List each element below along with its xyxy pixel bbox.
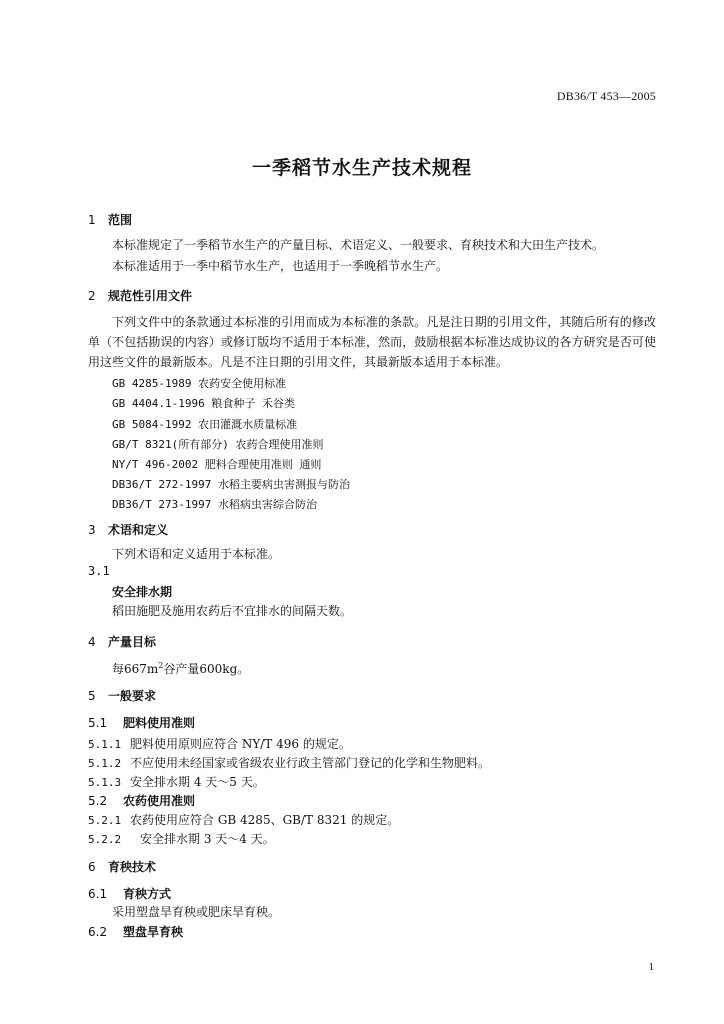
section-1-heading bbox=[88, 211, 658, 228]
clause-5-1-3: 5.1.3 安全排水期 4 天～5 天。 bbox=[88, 775, 265, 789]
reference-item: GB/T 8321(所有部分) 农药合理使用准则 bbox=[112, 438, 324, 451]
section-number: 6 bbox=[88, 860, 96, 874]
section-title: 产量目标 bbox=[108, 635, 157, 649]
section-6-heading bbox=[88, 858, 658, 875]
subsection-5-1: 5.1 肥料使用准则 bbox=[88, 716, 196, 730]
reference-item: DB36/T 272-1997 水稻主要病虫害测报与防治 bbox=[112, 478, 350, 491]
subsection-6-2: 6.2 塑盘旱育秧 bbox=[88, 925, 184, 939]
section-number: 4 bbox=[88, 635, 96, 649]
section-3-heading bbox=[88, 521, 658, 538]
subsection-6-1: 6.1 育秧方式 bbox=[88, 887, 172, 901]
reference-item: NY/T 496-2002 肥料合理使用准则 通则 bbox=[112, 458, 322, 471]
subsection-5-2: 5.2 农药使用准则 bbox=[88, 794, 196, 808]
reference-item: GB 4285-1989 农药安全使用标准 bbox=[112, 377, 287, 390]
yield-target: 每$667m^2$谷产量600kg。 bbox=[112, 661, 250, 676]
page-number: 1 bbox=[648, 961, 654, 973]
clause-5-1-1: 5.1.1 肥料使用原则应符合 NY/T 496 的规定。 bbox=[88, 737, 351, 751]
subsection-6-1-text: 采用塑盘旱育秧或肥床旱育秧。 bbox=[112, 905, 281, 919]
section-title: 术语和定义 bbox=[108, 523, 169, 537]
reference-item: GB 4404.1-1996 粮食种子 禾谷类 bbox=[112, 397, 295, 410]
reference-item: DB36/T 273-1997 水稻病虫害综合防治 bbox=[112, 498, 317, 511]
section-title: 育秧技术 bbox=[108, 860, 157, 874]
section-number: 5 bbox=[88, 689, 96, 703]
section-2-heading bbox=[88, 287, 658, 304]
clause-5-2-1: 5.2.1 农药使用应符合 GB 4285、GB/T 8321 的规定。 bbox=[88, 813, 400, 827]
term-number: 3.1 bbox=[88, 564, 110, 578]
section-2-intro: 下列文件中的条款通过本标准的引用而成为本标准的条款。凡是注日期的引用文件，其随后所有的修改单（不包括勘误的内容）或修订版均不适用于本标准，然而，鼓励根据本标准达成协议的各方研究是否可使用这些文件的最新版本。凡是不注日期的引用文件，其最新版本适用于本标准。 bbox=[88, 315, 656, 369]
section-1-para-1: 本标准规定了一季稻节水生产的产量目标、术语定义、一般要求、育秧技术和大田生产技术。 bbox=[112, 238, 605, 252]
term-definition: 稻田施肥及施用农药后不宜排水的间隔天数。 bbox=[112, 604, 353, 618]
section-title: 一般要求 bbox=[108, 689, 157, 703]
section-1-para-2: 本标准适用于一季中稻节水生产，也适用于一季晚稻节水生产。 bbox=[112, 259, 449, 273]
section-number: 2 bbox=[88, 289, 96, 303]
section-title: 规范性引用文件 bbox=[108, 289, 193, 303]
section-4-heading bbox=[88, 633, 658, 650]
section-5-heading bbox=[88, 687, 658, 704]
term-name: 安全排水期 bbox=[112, 585, 173, 599]
document-title: 一季稻节水生产技术规程 bbox=[251, 157, 472, 179]
section-3-intro: 下列术语和定义适用于本标准。 bbox=[112, 547, 281, 561]
section-title: 范围 bbox=[108, 213, 133, 227]
standard-code: DB36/T 453—2005 bbox=[556, 89, 656, 103]
section-number: 3 bbox=[88, 523, 96, 537]
reference-item: GB 5084-1992 农田灌溉水质量标准 bbox=[112, 418, 298, 431]
clause-5-2-2: 5.2.2 安全排水期 3 天～4 天。 bbox=[88, 832, 275, 846]
section-number: 1 bbox=[88, 213, 96, 227]
clause-5-1-2: 5.1.2 不应使用未经国家或省级农业行政主管部门登记的化学和生物肥料。 bbox=[88, 756, 491, 770]
